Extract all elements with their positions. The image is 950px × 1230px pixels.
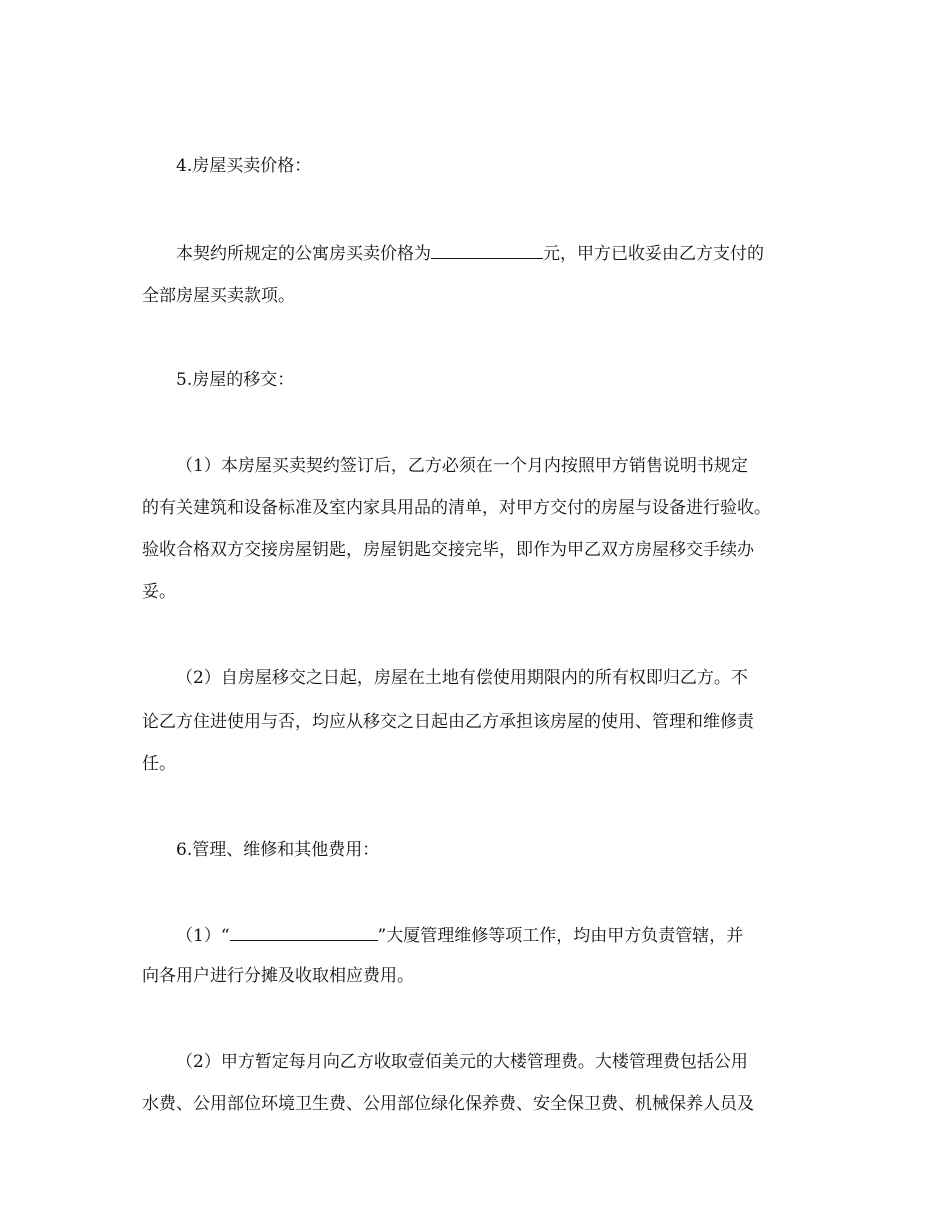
section-5-item-2-line-3: 任。 — [142, 754, 176, 774]
section-5-item-1-line-2: 的有关建筑和设备标准及室内家具用品的清单，对甲方交付的房屋与设备进行验收。 — [142, 498, 771, 518]
section-5-item-1-line-4: 妥。 — [142, 582, 176, 602]
building-name-blank-field — [230, 924, 378, 941]
price-text-before: 本契约所规定的公寓房买卖价格为 — [176, 244, 431, 264]
section-5-item-2-line-2: 论乙方住进使用与否，均应从移交之日起由乙方承担该房屋的使用、管理和维修责 — [142, 712, 754, 732]
section-6-heading: 6.管理、维修和其他费用： — [176, 840, 380, 860]
building-name-text-after: ”大厦管理维修等项工作，均由甲方负责管辖，并 — [377, 926, 744, 946]
building-name-text-before: （1）“ — [176, 926, 230, 946]
price-blank-field — [431, 242, 543, 259]
section-5-item-1-line-3: 验收合格双方交接房屋钥匙，房屋钥匙交接完毕，即作为甲乙双方房屋移交手续办 — [142, 540, 754, 560]
section-6-item-2-line-1: （2）甲方暂定每月向乙方收取壹佰美元的大楼管理费。大楼管理费包括公用 — [176, 1052, 748, 1072]
section-4-paragraph-line-1 — [176, 242, 764, 264]
section-4-paragraph-line-2: 全部房屋买卖款项。 — [142, 286, 295, 306]
section-5-item-1-line-1: （1）本房屋买卖契约签订后，乙方必须在一个月内按照甲方销售说明书规定 — [176, 456, 748, 476]
section-4-heading: 4.房屋买卖价格： — [176, 156, 312, 176]
section-5-item-2-line-1: （2）自房屋移交之日起，房屋在土地有偿使用期限内的所有权即归乙方。不 — [176, 668, 748, 688]
section-6-item-1-line-1 — [176, 924, 743, 946]
section-6-item-2-line-2: 水费、公用部位环境卫生费、公用部位绿化保养费、安全保卫费、机械保养人员及 — [142, 1094, 754, 1114]
price-text-after: 元，甲方已收妥由乙方支付的 — [543, 244, 764, 264]
section-6-item-1-line-2: 向各用户进行分摊及收取相应费用。 — [142, 966, 414, 986]
section-5-heading: 5.房屋的移交： — [176, 370, 295, 390]
